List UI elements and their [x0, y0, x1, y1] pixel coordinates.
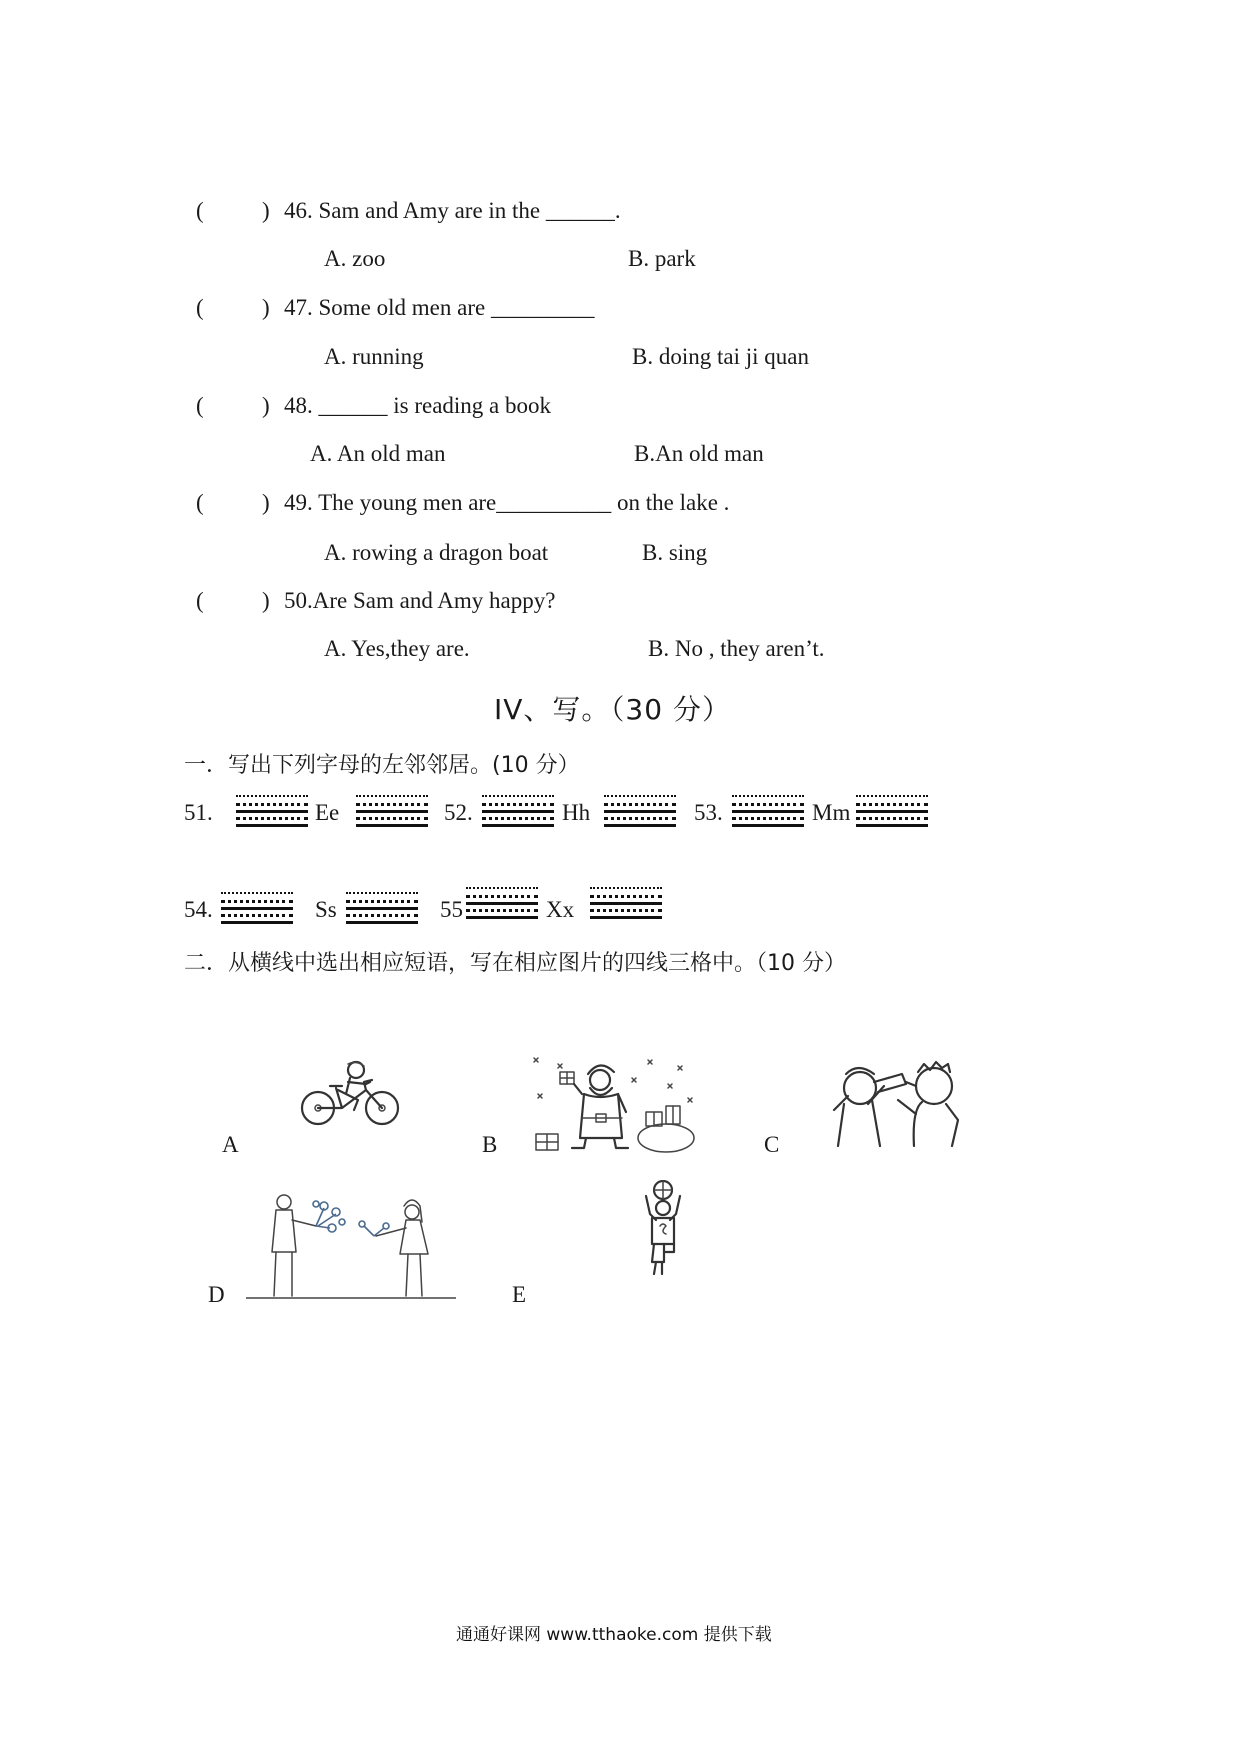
option-b: B. sing: [642, 540, 708, 565]
item-number: 52.: [444, 800, 473, 825]
footer-credit: 通通好课网 www.tthaoke.com 提供下载: [456, 1625, 772, 1645]
answer-paren-open: (: [196, 490, 204, 515]
four-line-grid[interactable]: [346, 892, 418, 926]
part2-instruction: 二．从横线中选出相应短语，写在相应图片的四线三格中。（10 分）: [184, 951, 846, 976]
picture-label-c: C: [764, 1132, 780, 1157]
four-line-grid[interactable]: [732, 795, 804, 829]
option-b: B. No , they aren’t.: [648, 636, 825, 661]
question-stem: 50.Are Sam and Amy happy?: [284, 588, 556, 613]
four-line-grid[interactable]: [466, 887, 538, 921]
option-b: B.An old man: [634, 441, 764, 466]
item-number: 53.: [694, 800, 723, 825]
answer-paren-close: ): [262, 588, 270, 613]
given-letter: Ss: [315, 897, 337, 922]
item-number: 54.: [184, 897, 213, 922]
option-a: A. running: [324, 344, 424, 369]
picture-label-b: B: [482, 1132, 498, 1157]
answer-paren-close: ): [262, 393, 270, 418]
answer-paren-close: ): [262, 198, 270, 223]
question-stem: 47. Some old men are _________: [284, 295, 595, 320]
section-title: IV、写。（30 分）: [494, 693, 731, 726]
answer-paren-open: (: [196, 295, 204, 320]
given-letter: Ee: [315, 800, 340, 825]
four-line-grid[interactable]: [482, 795, 554, 829]
flower-giving-icon: [246, 1192, 456, 1302]
part1-instruction: 一．写出下列字母的左邻邻居。(10 分）: [184, 753, 580, 778]
four-line-grid[interactable]: [590, 887, 662, 921]
four-line-grid[interactable]: [856, 795, 928, 829]
answer-paren-open: (: [196, 588, 204, 613]
answer-paren-close: ): [262, 490, 270, 515]
four-line-grid[interactable]: [221, 892, 293, 926]
santa-claus-icon: [528, 1054, 698, 1154]
four-line-grid[interactable]: [356, 795, 428, 829]
option-a: A. rowing a dragon boat: [324, 540, 549, 565]
given-letter: Xx: [546, 897, 575, 922]
question-stem: 46. Sam and Amy are in the ______.: [284, 198, 621, 223]
four-line-grid[interactable]: [604, 795, 676, 829]
answer-paren-open: (: [196, 393, 204, 418]
picture-label-e: E: [512, 1282, 527, 1307]
item-number: 51.: [184, 800, 213, 825]
bike-rider-icon: [296, 1060, 406, 1128]
item-number: 55: [440, 897, 463, 922]
picture-label-a: A: [222, 1132, 239, 1157]
question-stem: 49. The young men are__________ on the lake .: [284, 490, 730, 515]
given-letter: Mm: [812, 800, 851, 825]
answer-paren-close: ): [262, 295, 270, 320]
picture-label-d: D: [208, 1282, 225, 1307]
option-a: A. An old man: [310, 441, 446, 466]
option-a: A. zoo: [324, 246, 386, 271]
basketball-player-icon: [638, 1180, 688, 1278]
four-line-grid[interactable]: [236, 795, 308, 829]
option-a: A. Yes,they are.: [324, 636, 470, 661]
telescope-kids-icon: [828, 1060, 978, 1150]
option-b: B. park: [628, 246, 696, 271]
answer-paren-open: (: [196, 198, 204, 223]
question-stem: 48. ______ is reading a book: [284, 393, 552, 418]
given-letter: Hh: [562, 800, 591, 825]
option-b: B. doing tai ji quan: [632, 344, 809, 369]
